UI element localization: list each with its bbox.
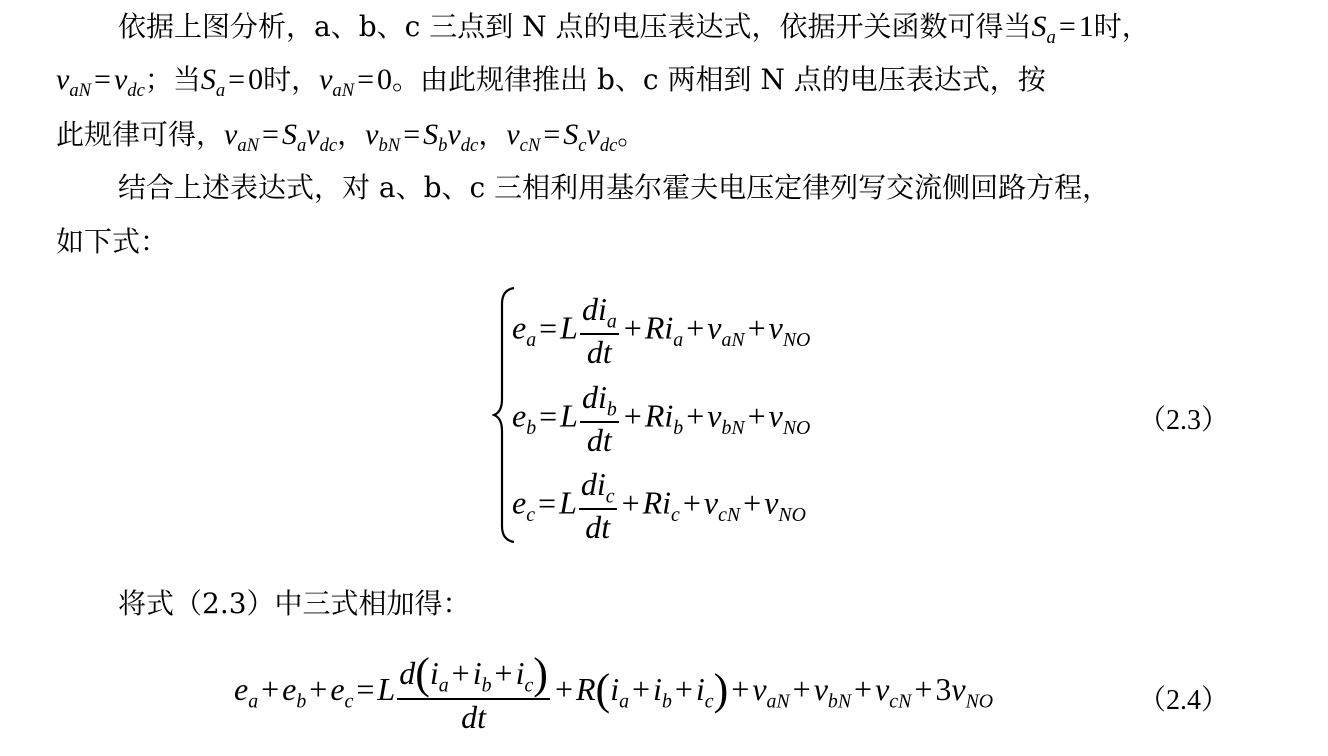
para1-line1 bbox=[118, 10, 1150, 48]
equation-2-3-row-c: $e_c=L$ $\frac{di_c}{dt}$ $+Ri_c+v_{cN}+v_{NO}$ bbox=[512, 466, 806, 546]
para1-line3 bbox=[56, 118, 645, 156]
para2-line1: 结合上述表达式，对 a、b、c 三相利用基尔霍夫电压定律列写交流侧回路方程， bbox=[118, 171, 1111, 204]
math-vaN-eq-Sa-vdc: $v_{aN} = S_av_{dc}$ bbox=[224, 118, 338, 157]
para1-line2-tail: 。由此规律推出 b、c 两相到 N 点的电压表达式，按 bbox=[392, 63, 1046, 96]
equation-number-2-4: （2.4） bbox=[1138, 685, 1230, 716]
math-Sa-eq-0: $S_a = 0$ bbox=[200, 63, 264, 102]
equation-2-4: $e_a+e_b+e_c=L$ $\frac{d(i_a+i_b+i_c)}{dt}$ $+R(i_a+i_b+i_c)+v_{aN}+v_{bN}+v_{cN}+3v_{NO}$ bbox=[234, 649, 994, 736]
comma-1: ， bbox=[337, 118, 366, 151]
para1-line2-mid1: ；当 bbox=[144, 63, 201, 96]
equation-number-2-3: （2.3） bbox=[1138, 405, 1230, 436]
para1-line2 bbox=[56, 63, 1046, 101]
math-Sa-eq-1: $S_a = 1$ bbox=[1031, 10, 1094, 49]
para3-line1: 将式（2.3）中三式相加得： bbox=[118, 587, 471, 620]
math-vbN-eq-Sb-vdc: $v_{bN} = S_bv_{dc}$ bbox=[365, 118, 479, 157]
comma-2: ， bbox=[478, 118, 507, 151]
math-vaN-eq-vdc: $v_{aN} = v_{dc}$ bbox=[56, 63, 145, 102]
para1-line3-head: 此规律可得， bbox=[56, 118, 225, 151]
equation-2-3-row-b: $e_b=L$ $\frac{di_b}{dt}$ $+Ri_b+v_{bN}+v_{NO}$ bbox=[512, 379, 811, 459]
para1-line1-tail: 时， bbox=[1093, 10, 1150, 43]
math-vaN-eq-0: $v_{aN} = 0$ bbox=[319, 63, 393, 102]
period-1: 。 bbox=[617, 118, 646, 151]
para1-line1-text: 依据上图分析，a、b、c 三点到 N 点的电压表达式，依据开关函数可得当 bbox=[118, 10, 1032, 43]
para2-line2: 如下式： bbox=[56, 225, 169, 258]
math-vcN-eq-Sc-vdc: $v_{cN} = S_cv_{dc}$ bbox=[506, 118, 618, 157]
para1-line2-mid2: 时， bbox=[263, 63, 320, 96]
equation-2-3-row-a: $e_a=L$ $\frac{di_a}{dt}$ $+Ri_a+v_{aN}+v_{NO}$ bbox=[512, 291, 811, 371]
